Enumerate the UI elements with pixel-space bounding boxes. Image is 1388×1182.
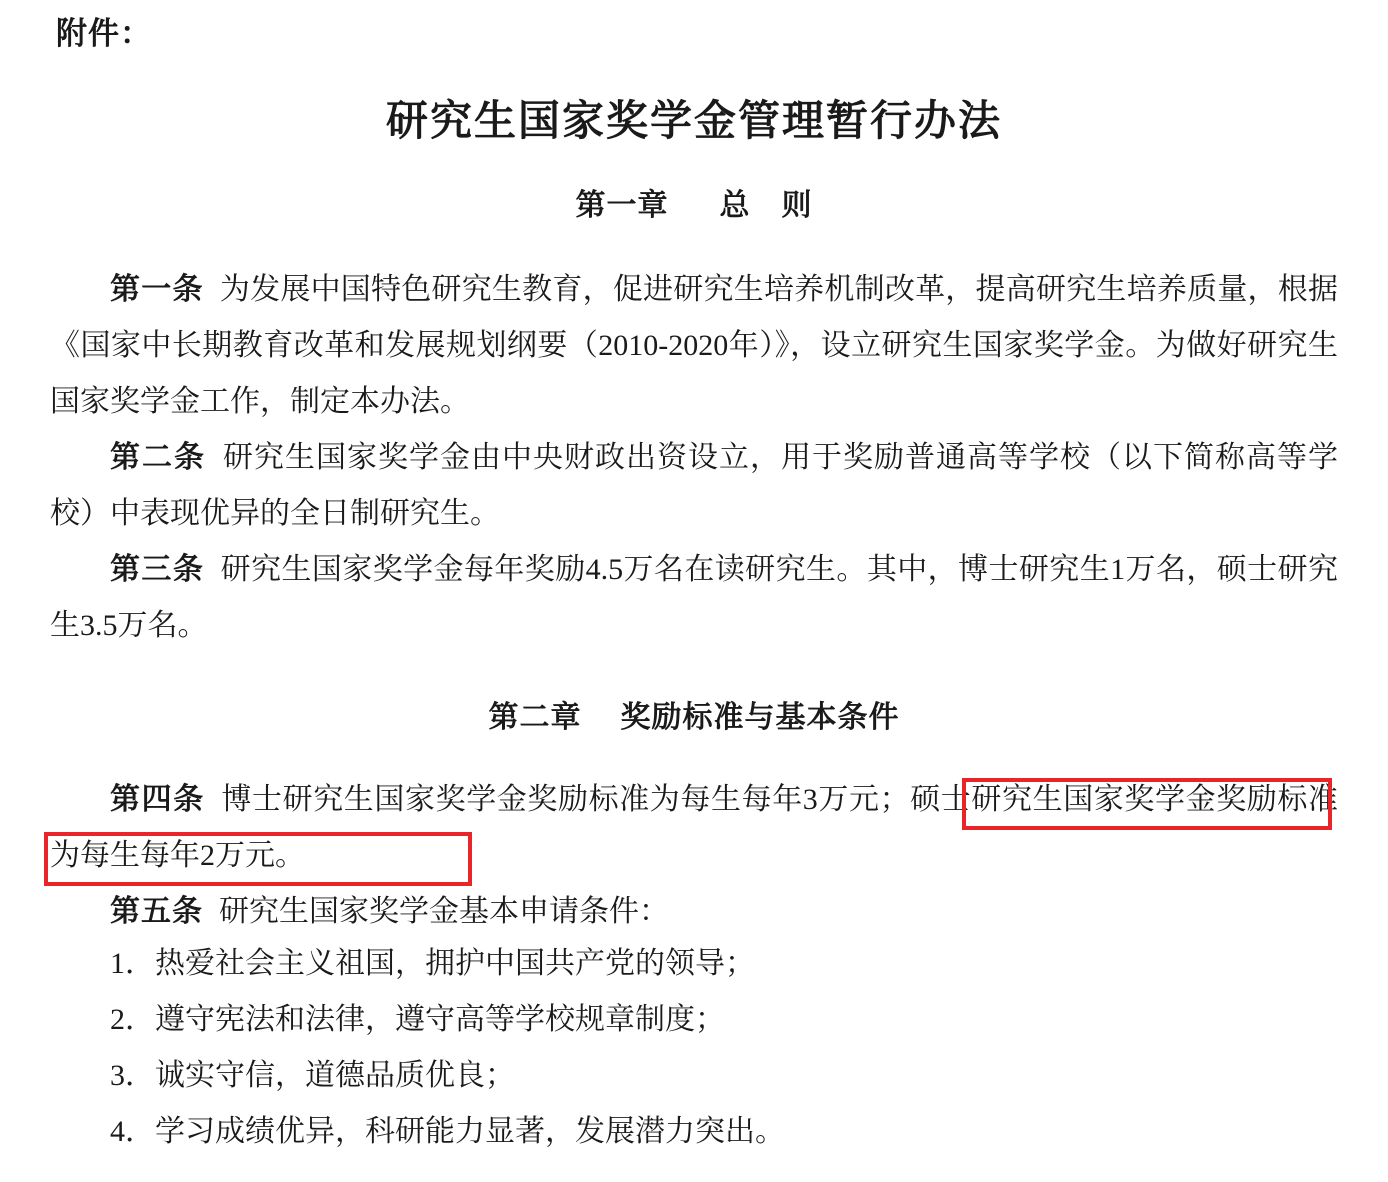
body-section-2 — [50, 772, 1338, 940]
article-5-label: 第五条 — [110, 895, 203, 928]
article-5 — [50, 884, 1338, 940]
list-item: 3．诚实守信，道德品质优良； — [110, 1059, 515, 1092]
chapter-1-number: 第一章 — [575, 189, 669, 222]
article-3 — [50, 542, 1338, 654]
article-2-label: 第二条 — [110, 441, 206, 474]
list-item: 2．遵守宪法和法律，遵守高等学校规章制度； — [110, 1003, 725, 1036]
article-2 — [50, 430, 1338, 542]
article-3-text: 研究生国家奖学金每年奖励4.5万名在读研究生。其中，博士研究生1万名，硕士研究生3.5万名。 — [50, 553, 1339, 642]
list-item: 4．学习成绩优异，科研能力显著，发展潜力突出。 — [110, 1115, 785, 1148]
article-4-label: 第四条 — [110, 783, 205, 816]
article-3-label: 第三条 — [110, 553, 205, 586]
article-1-label: 第一条 — [110, 273, 204, 306]
page-title: 研究生国家奖学金管理暂行办法 — [385, 99, 1002, 145]
article-4-text: 博士研究生国家奖学金奖励标准为每生每年3万元；硕士研究生国家奖学金奖励标准为每生每年2万元。 — [50, 783, 1339, 872]
conditions-list — [50, 936, 1338, 1160]
article-2-text: 研究生国家奖学金由中央财政出资设立，用于奖励普通高等学校（以下简称高等学校）中表现优异的全日制研究生。 — [50, 441, 1338, 530]
article-1 — [50, 262, 1338, 430]
chapter-2-name: 奖励标准与基本条件 — [620, 701, 900, 734]
article-5-text: 研究生国家奖学金基本申请条件： — [219, 895, 669, 928]
chapter-1-name: 总 则 — [719, 189, 813, 222]
body-section-1 — [50, 262, 1338, 654]
chapter-2-number: 第二章 — [488, 701, 582, 734]
chapter-heading-2 — [0, 692, 1388, 736]
attachment-label: 附件： — [56, 16, 152, 51]
article-4 — [50, 772, 1338, 884]
list-item: 1．热爱社会主义祖国，拥护中国共产党的领导； — [110, 947, 755, 980]
chapter-heading-1 — [0, 180, 1388, 224]
article-1-text: 为发展中国特色研究生教育，促进研究生培养机制改革，提高研究生培养质量，根据《国家中长期教育改革和发展规划纲要（2010-2020年）》，设立研究生国家奖学金。为做好研究生国家奖学金工作，制定本办法。 — [50, 273, 1339, 418]
